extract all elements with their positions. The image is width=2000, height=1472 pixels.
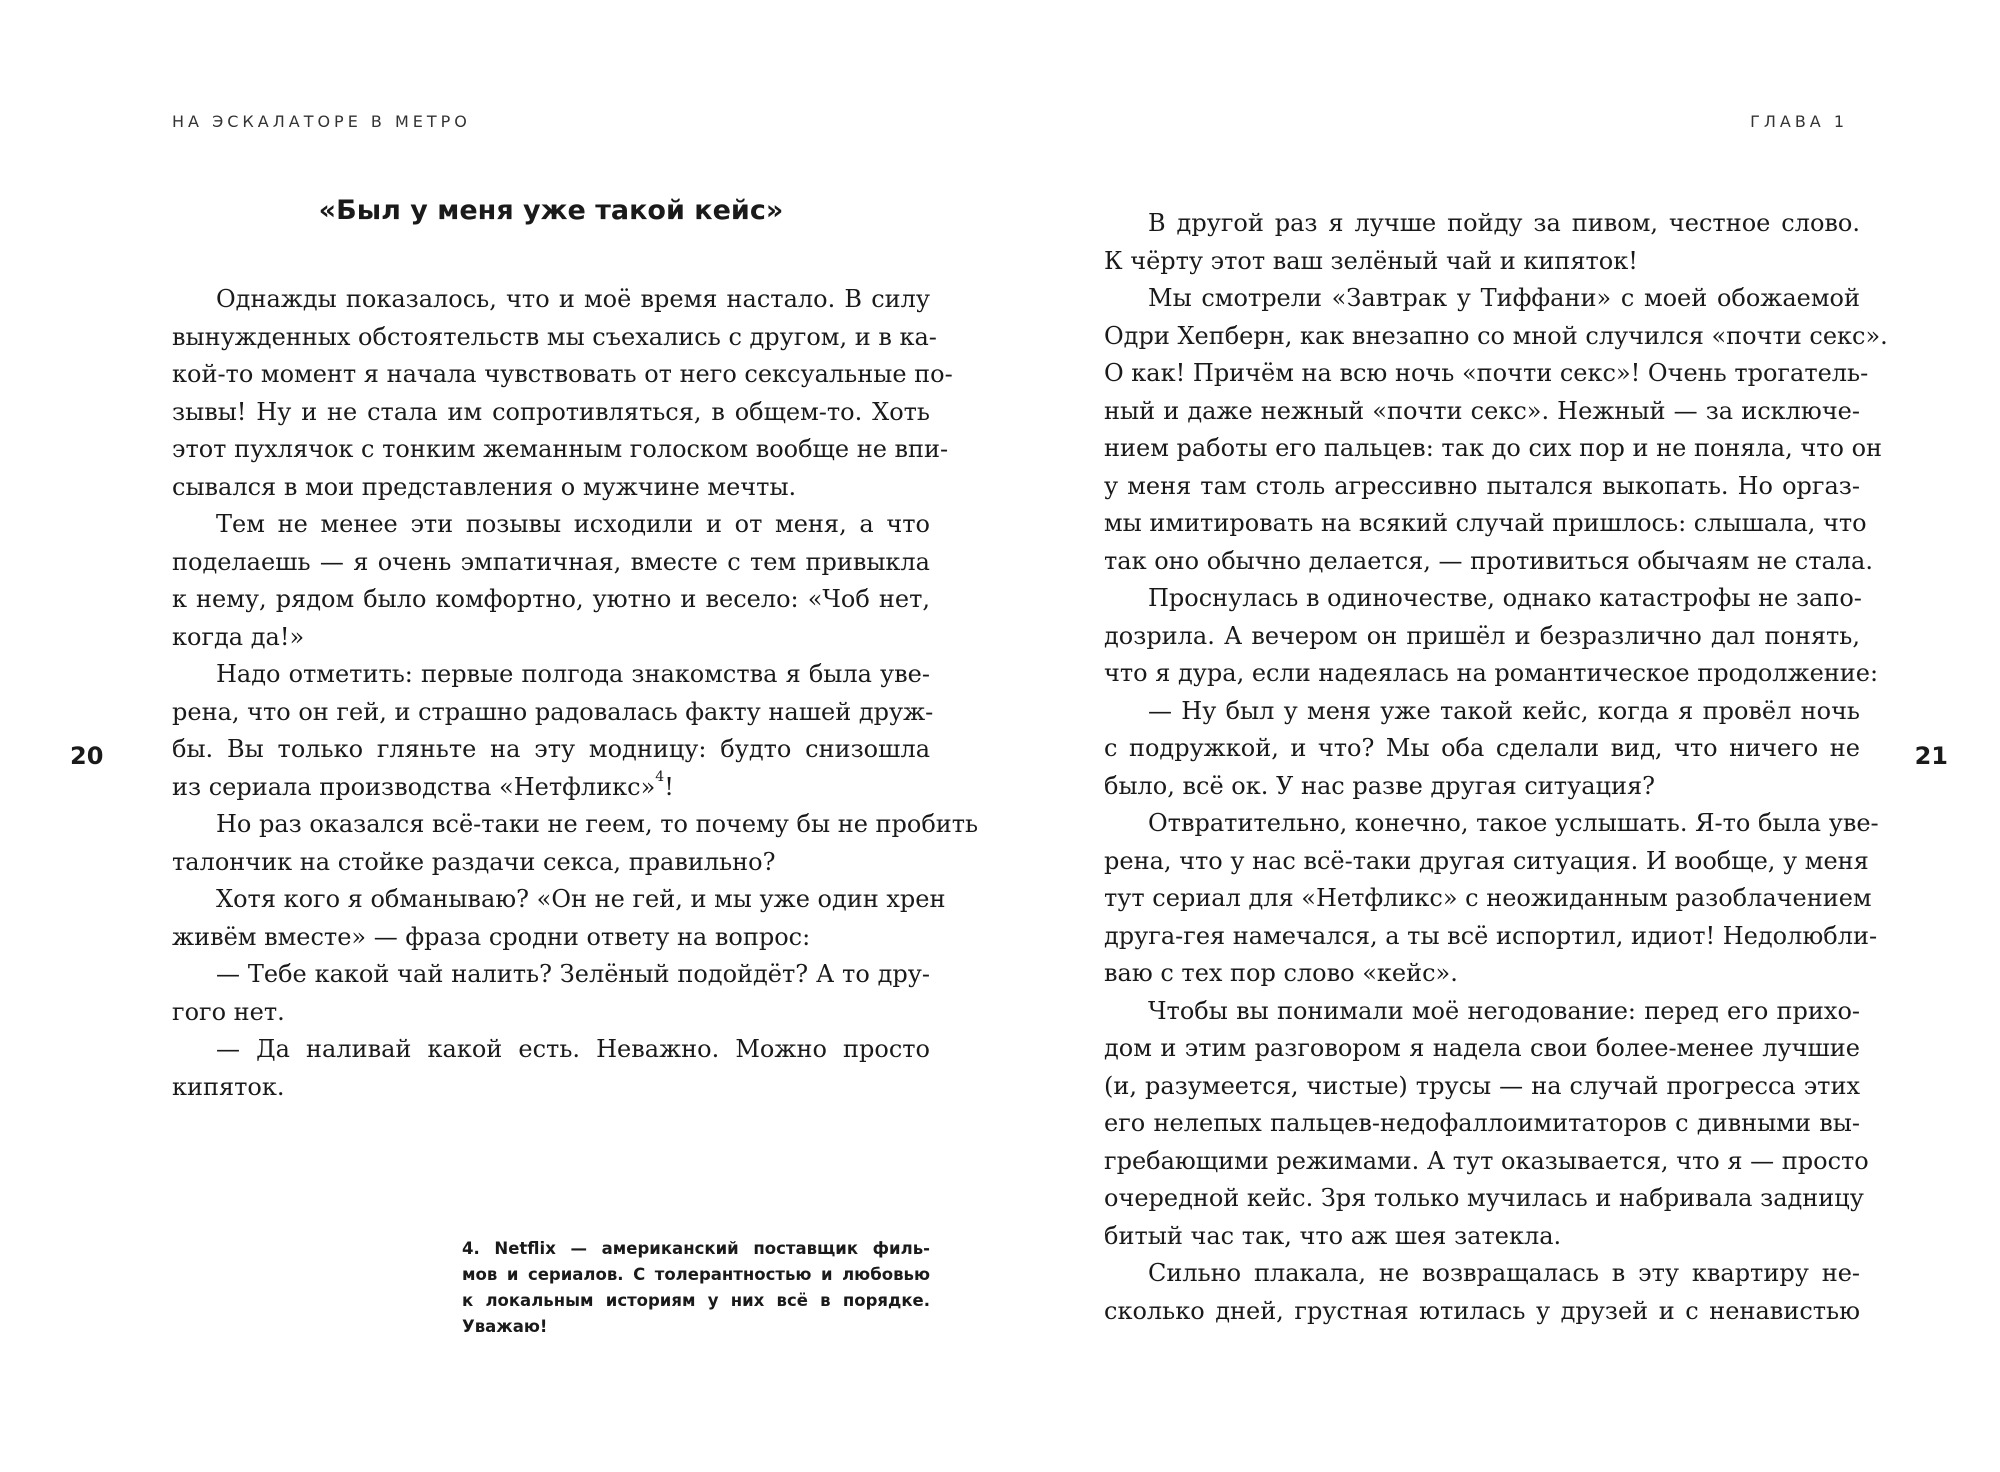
- text-line: талончик на стойке раздачи секса, правильно?: [172, 847, 776, 876]
- text-line: нием работы его пальцев: так до сих пор и не поняла, что он: [1104, 434, 1883, 462]
- text-line: дозрила. А вечером он пришёл и безразлично дал понять,: [1104, 621, 1860, 650]
- text-line: гребающими режимами. А тут оказывается, что я — просто: [1104, 1146, 1869, 1175]
- text-line: Хотя кого я обманываю? «Он не гей, и мы уже один хрен: [216, 885, 946, 913]
- text-line: рена, что у нас всё-таки другая ситуация. И вообще, у меня: [1104, 846, 1869, 875]
- text-line: было, всё ок. У нас разве другая ситуация?: [1104, 771, 1655, 800]
- text-line: В другой раз я лучше пойду за пивом, честное слово.: [1148, 209, 1860, 237]
- text-line: когда да!»: [172, 622, 305, 651]
- text-line: очередной кейс. Зря только мучилась и набривала задницу: [1104, 1184, 1864, 1212]
- right-body-text: [1104, 205, 1888, 1330]
- text-line: Сильно плакала, не возвращалась в эту квартиру не-: [1148, 1259, 1860, 1287]
- text-line: Мы смотрели «Завтрак у Тиффани» с моей обожаемой: [1148, 284, 1860, 312]
- footnote-line: Уважаю!: [462, 1317, 548, 1336]
- page-number-left: 20: [70, 742, 104, 770]
- footnote-line: 4. Netflix — американский поставщик филь-: [462, 1239, 930, 1258]
- text-line: друга-гея намечался, а ты всё испортил, идиот! Недолюбли-: [1104, 921, 1878, 950]
- left-body-text: [172, 281, 979, 1106]
- footnote-reference[interactable]: 4: [655, 768, 665, 785]
- text-line: этот пухлячок с тонким жеманным голоском вообще не впи-: [172, 435, 949, 463]
- text-line-tail: !: [664, 772, 674, 801]
- text-line: Тем не менее эти позывы исходили и от меня, а что: [216, 510, 930, 538]
- text-line: Отвратительно, конечно, такое услышать. Я-то была уве-: [1148, 809, 1879, 837]
- text-line: у меня там столь агрессивно пытался выкопать. Но оргаз-: [1104, 471, 1860, 500]
- text-line: Одри Хепберн, как внезапно со мной случился «почти секс».: [1104, 321, 1888, 350]
- text-line: Надо отметить: первые полгода знакомства я была уве-: [216, 660, 930, 688]
- text-line: поделаешь — я очень эмпатичная, вместе с тем привыкла: [172, 547, 930, 576]
- running-head-left: НА ЭСКАЛАТОРЕ В МЕТРО: [172, 112, 471, 131]
- text-line: зывы! Ну и не стала им сопротивляться, в общем-то. Хоть: [172, 397, 930, 426]
- text-line: сколько дней, грустная ютилась у друзей и с ненавистью: [1104, 1296, 1860, 1325]
- text-line: сывался в мои представления о мужчине мечты.: [172, 472, 797, 501]
- text-line: кой-то момент я начала чувствовать от него сексуальные по-: [172, 360, 953, 388]
- text-line-with-footnote: [172, 769, 930, 807]
- footnote: [462, 1236, 930, 1340]
- text-line: вынужденных обстоятельств мы съехались с другом, и в ка-: [172, 322, 937, 351]
- text-line: с подружкой, и что? Мы оба сделали вид, что ничего не: [1104, 734, 1860, 762]
- text-line: К чёрту этот ваш зелёный чай и кипяток!: [1104, 246, 1638, 275]
- chapter-title: «Был у меня уже такой кейс»: [318, 195, 784, 226]
- text-line: бы. Вы только гляньте на эту модницу: будто снизошла: [172, 735, 930, 763]
- text-line: из сериала производства «Нетфликс»: [172, 772, 656, 801]
- text-line: Однажды показалось, что и моё время настало. В силу: [216, 285, 930, 313]
- text-line: — Да наливай какой есть. Неважно. Можно просто: [216, 1035, 930, 1063]
- text-line: что я дура, если надеялась на романтическое продолжение:: [1104, 659, 1879, 687]
- text-line: кипяток.: [172, 1072, 285, 1101]
- running-head-right: ГЛАВА 1: [1750, 112, 1848, 131]
- text-line: Чтобы вы понимали моё негодование: перед его прихо-: [1148, 996, 1860, 1025]
- text-line: — Тебе какой чай налить? Зелёный подойдёт? А то дру-: [216, 960, 930, 988]
- text-line: (и, разумеется, чистые) трусы — на случай прогресса этих: [1104, 1071, 1860, 1100]
- text-line: Но раз оказался всё-таки не геем, то почему бы не пробить: [216, 810, 979, 838]
- right-page: [1000, 0, 2000, 1472]
- text-line: так оно обычно делается, — противиться обычаям не стала.: [1104, 546, 1873, 575]
- footnote-line: мов и сериалов. С толерантностью и любовью: [462, 1265, 930, 1284]
- text-line: к нему, рядом было комфортно, уютно и весело: «Чоб нет,: [172, 585, 930, 613]
- text-line: живём вместе» — фраза сродни ответу на вопрос:: [172, 922, 811, 951]
- text-line: рена, что он гей, и страшно радовалась факту нашей друж-: [172, 697, 934, 726]
- text-line: битый час так, что аж шея затекла.: [1104, 1221, 1562, 1250]
- text-line: ваю с тех пор слово «кейс».: [1104, 959, 1458, 987]
- text-line: тут сериал для «Нетфликс» с неожиданным разоблачением: [1104, 884, 1872, 912]
- text-line: ный и даже нежный «почти секс». Нежный — за исключе-: [1104, 396, 1860, 425]
- text-line: дом и этим разговором я надела свои более-менее лучшие: [1104, 1034, 1860, 1062]
- text-line: — Ну был у меня уже такой кейс, когда я провёл ночь: [1148, 696, 1860, 725]
- text-line: О как! Причём на всю ночь «почти секс»! Очень трогатель-: [1104, 359, 1869, 387]
- text-line: гого нет.: [172, 997, 285, 1026]
- text-line: мы имитировать на всякий случай пришлось: слышала, что: [1104, 509, 1867, 537]
- text-line: его нелепых пальцев-недофаллоимитаторов с дивными вы-: [1104, 1109, 1860, 1137]
- footnote-line: к локальным историям у них всё в порядке.: [462, 1291, 930, 1310]
- text-line: Проснулась в одиночестве, однако катастрофы не запо-: [1148, 584, 1862, 612]
- page-number-right: 21: [1914, 742, 1948, 770]
